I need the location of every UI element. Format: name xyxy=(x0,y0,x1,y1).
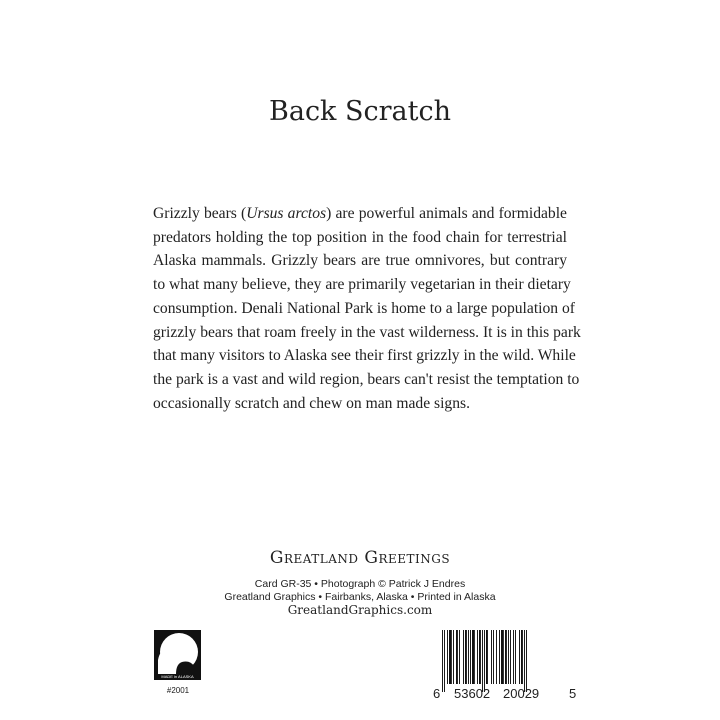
barcode-bar xyxy=(444,630,445,692)
barcode-bar xyxy=(526,630,527,692)
barcode-bar xyxy=(447,630,448,684)
barcode-bar xyxy=(468,630,469,684)
publisher-info: Greatland Graphics • Fairbanks, Alaska • Printed in Alaska xyxy=(224,591,496,603)
paragraph-line: to what many believe, they are primarily vegetarian in their dietary xyxy=(153,276,571,294)
barcode-bar xyxy=(449,630,452,684)
paragraph-line: Alaska mammals. Grizzly bears are true omnivores, but contrary xyxy=(153,252,567,270)
barcode-bar xyxy=(479,630,481,684)
made-in-alaska-logo xyxy=(154,630,201,680)
barcode-digit: 5 xyxy=(569,686,577,701)
barcode-bar xyxy=(505,630,507,684)
barcode-bar xyxy=(524,630,525,692)
card-info: Card GR-35 • Photograph © Patrick J Endres xyxy=(254,578,466,590)
barcode-bar xyxy=(442,630,443,692)
barcode-bar xyxy=(513,630,514,684)
barcode-bar xyxy=(519,630,520,684)
paragraph-line: the park is a vast and wild region, bears can't resist the temptation to xyxy=(153,370,580,388)
barcode-bar xyxy=(477,630,478,684)
barcode-bar xyxy=(456,630,458,684)
barcode-bar xyxy=(472,630,475,684)
barcode-bar xyxy=(521,630,523,684)
barcode-bar xyxy=(493,630,494,684)
website-link[interactable]: GreatlandGraphics.com xyxy=(287,603,433,617)
barcode-bar xyxy=(463,630,464,684)
paragraph-line: occasionally scratch and chew on man made signs. xyxy=(153,394,470,412)
barcode-digit: 20029 xyxy=(503,686,540,701)
paragraph-line: consumption. Denali National Park is home to a large population of xyxy=(153,299,575,317)
barcode-bar xyxy=(459,630,460,684)
barcode-bar xyxy=(508,630,509,684)
barcode-bar xyxy=(510,630,511,684)
paragraph-line: predators holding the top position in the food chain for terrestrial xyxy=(153,228,567,246)
polar-bear-icon xyxy=(154,630,201,680)
logo-number: #2001 xyxy=(166,686,190,695)
barcode-digit: 53602 xyxy=(454,686,491,701)
barcode-bar xyxy=(484,630,485,692)
barcode-bar xyxy=(486,630,488,684)
barcode-bar xyxy=(470,630,471,684)
barcode-bar xyxy=(482,630,483,692)
description-paragraph xyxy=(153,202,581,415)
paragraph-line: grizzly bears that roam freely in the vast wilderness. It is in this park xyxy=(153,323,581,341)
logo-caption: MADE in ALASKA xyxy=(161,674,194,679)
paragraph-line: Grizzly bears (Ursus arctos) are powerful animals and formidable xyxy=(153,205,567,222)
barcode-bar xyxy=(453,630,454,684)
barcode-bar xyxy=(496,630,497,684)
barcode-bar xyxy=(491,630,492,684)
barcode-bar xyxy=(499,630,500,684)
barcode-bar xyxy=(515,630,516,684)
barcode-digit: 6 xyxy=(433,686,441,701)
publisher-brand: Greatland Greetings xyxy=(269,548,451,568)
barcode-bar xyxy=(501,630,504,684)
card-title: Back Scratch xyxy=(269,96,451,127)
paragraph-line: that many visitors to Alaska see their first grizzly in the wild. While xyxy=(153,347,576,365)
barcode-bar xyxy=(465,630,467,684)
